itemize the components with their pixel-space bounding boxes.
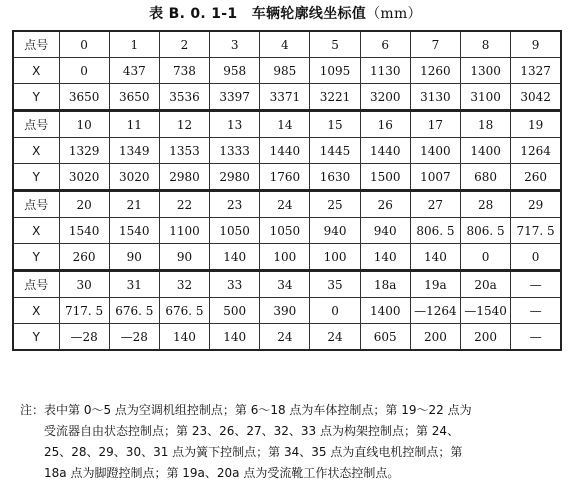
x-value-cell: 1050 xyxy=(210,218,260,244)
x-value-cell: 1353 xyxy=(159,138,209,164)
y-value-cell: —28 xyxy=(59,324,109,351)
point-number-row xyxy=(13,271,561,298)
y-value-cell: 3397 xyxy=(210,84,260,111)
y-coordinate-row xyxy=(13,164,561,191)
x-value-cell: 1400 xyxy=(461,138,511,164)
x-value-cell: 1445 xyxy=(310,138,360,164)
x-value-cell: 806. 5 xyxy=(461,218,511,244)
row-header: Y xyxy=(13,84,59,111)
table-title xyxy=(0,3,571,23)
point-number-cell: 20a xyxy=(461,271,511,298)
y-value-cell: 2980 xyxy=(210,164,260,191)
x-value-cell: 676. 5 xyxy=(109,298,159,324)
x-value-cell: 1130 xyxy=(360,58,410,84)
y-value-cell: 0 xyxy=(511,244,561,271)
point-number-cell: — xyxy=(511,271,561,298)
y-value-cell: 100 xyxy=(310,244,360,271)
y-value-cell: 140 xyxy=(210,324,260,351)
point-number-cell: 13 xyxy=(210,111,260,138)
y-coordinate-row xyxy=(13,84,561,111)
y-value-cell: 140 xyxy=(410,244,460,271)
x-value-cell: 500 xyxy=(210,298,260,324)
x-value-cell: — xyxy=(511,298,561,324)
y-value-cell: 3650 xyxy=(109,84,159,111)
x-value-cell: 1400 xyxy=(360,298,410,324)
point-number-cell: 32 xyxy=(159,271,209,298)
row-header: Y xyxy=(13,244,59,271)
y-value-cell: 1500 xyxy=(360,164,410,191)
point-number-cell: 3 xyxy=(210,31,260,58)
note-line: 18a 点为脚蹬控制点；第 19a、20a 点为受流靴工作状态控制点。 xyxy=(20,466,400,480)
y-value-cell: 200 xyxy=(410,324,460,351)
x-value-cell: 717. 5 xyxy=(511,218,561,244)
point-number-cell: 2 xyxy=(159,31,209,58)
point-number-cell: 5 xyxy=(310,31,360,58)
x-value-cell: 1400 xyxy=(410,138,460,164)
y-value-cell: 2980 xyxy=(159,164,209,191)
x-value-cell: 958 xyxy=(210,58,260,84)
point-number-row xyxy=(13,31,561,58)
point-number-cell: 17 xyxy=(410,111,460,138)
y-value-cell: 605 xyxy=(360,324,410,351)
point-number-cell: 4 xyxy=(260,31,310,58)
point-number-cell: 19 xyxy=(511,111,561,138)
table-note xyxy=(20,400,565,484)
x-value-cell: 1333 xyxy=(210,138,260,164)
point-number-cell: 15 xyxy=(310,111,360,138)
x-value-cell: 738 xyxy=(159,58,209,84)
x-value-cell: 1327 xyxy=(511,58,561,84)
y-value-cell: 140 xyxy=(360,244,410,271)
y-value-cell: 260 xyxy=(511,164,561,191)
y-value-cell: 3371 xyxy=(260,84,310,111)
row-header: 点号 xyxy=(13,271,59,298)
point-number-cell: 18a xyxy=(360,271,410,298)
x-value-cell: 940 xyxy=(360,218,410,244)
x-value-cell: 985 xyxy=(260,58,310,84)
point-number-cell: 21 xyxy=(109,191,159,218)
y-value-cell: 24 xyxy=(260,324,310,351)
x-value-cell: —1264 xyxy=(410,298,460,324)
x-value-cell: 1540 xyxy=(109,218,159,244)
y-value-cell: 3221 xyxy=(310,84,360,111)
row-header: 点号 xyxy=(13,191,59,218)
point-number-cell: 9 xyxy=(511,31,561,58)
point-number-cell: 14 xyxy=(260,111,310,138)
y-value-cell: 260 xyxy=(59,244,109,271)
y-value-cell: 90 xyxy=(159,244,209,271)
x-value-cell: 1540 xyxy=(59,218,109,244)
y-value-cell: 3130 xyxy=(410,84,460,111)
x-value-cell: 1300 xyxy=(461,58,511,84)
point-number-cell: 31 xyxy=(109,271,159,298)
x-coordinate-row xyxy=(13,218,561,244)
point-number-cell: 20 xyxy=(59,191,109,218)
y-coordinate-row xyxy=(13,324,561,351)
point-number-cell: 1 xyxy=(109,31,159,58)
point-number-cell: 35 xyxy=(310,271,360,298)
x-coordinate-row xyxy=(13,58,561,84)
note-line: 注：表中第 0～5 点为空调机组控制点；第 6～18 点为车体控制点；第 19～22 点为 xyxy=(20,403,472,417)
table-title-text: 表 B. 0. 1-1 车辆轮廓线坐标值 xyxy=(149,6,367,22)
y-value-cell: 3100 xyxy=(461,84,511,111)
point-number-cell: 34 xyxy=(260,271,310,298)
point-number-cell: 27 xyxy=(410,191,460,218)
x-coordinate-row xyxy=(13,298,561,324)
x-value-cell: 806. 5 xyxy=(410,218,460,244)
row-header: 点号 xyxy=(13,31,59,58)
x-value-cell: 1440 xyxy=(360,138,410,164)
point-number-cell: 11 xyxy=(109,111,159,138)
point-number-cell: 16 xyxy=(360,111,410,138)
point-number-cell: 10 xyxy=(59,111,109,138)
x-value-cell: 1050 xyxy=(260,218,310,244)
y-value-cell: 140 xyxy=(210,244,260,271)
point-number-cell: 26 xyxy=(360,191,410,218)
point-number-cell: 23 xyxy=(210,191,260,218)
y-value-cell: 24 xyxy=(310,324,360,351)
x-value-cell: 0 xyxy=(59,58,109,84)
note-line: 受流器自由状态控制点；第 23、26、27、32、33 点为构架控制点；第 24、 xyxy=(20,424,460,438)
y-value-cell: 3650 xyxy=(59,84,109,111)
note-line: 25、28、29、30、31 点为簧下控制点；第 34、35 点为直线电机控制点；第 xyxy=(20,445,463,459)
row-header: Y xyxy=(13,164,59,191)
y-value-cell: 0 xyxy=(461,244,511,271)
y-value-cell: 680 xyxy=(461,164,511,191)
point-number-cell: 29 xyxy=(511,191,561,218)
x-value-cell: 676. 5 xyxy=(159,298,209,324)
row-header: Y xyxy=(13,324,59,351)
x-value-cell: 1264 xyxy=(511,138,561,164)
x-value-cell: 940 xyxy=(310,218,360,244)
point-number-cell: 12 xyxy=(159,111,209,138)
y-value-cell: 3536 xyxy=(159,84,209,111)
x-coordinate-row xyxy=(13,138,561,164)
x-value-cell: 1260 xyxy=(410,58,460,84)
y-value-cell: 1630 xyxy=(310,164,360,191)
coordinate-table-body xyxy=(13,31,561,350)
point-number-cell: 24 xyxy=(260,191,310,218)
point-number-cell: 0 xyxy=(59,31,109,58)
y-value-cell: 90 xyxy=(109,244,159,271)
x-value-cell: 390 xyxy=(260,298,310,324)
row-header: X xyxy=(13,218,59,244)
y-value-cell: 100 xyxy=(260,244,310,271)
table-title-unit: （mm） xyxy=(366,6,422,22)
point-number-row xyxy=(13,191,561,218)
x-value-cell: —1540 xyxy=(461,298,511,324)
row-header: 点号 xyxy=(13,111,59,138)
x-value-cell: 1349 xyxy=(109,138,159,164)
x-value-cell: 1329 xyxy=(59,138,109,164)
x-value-cell: 1100 xyxy=(159,218,209,244)
row-header: X xyxy=(13,298,59,324)
x-value-cell: 0 xyxy=(310,298,360,324)
y-value-cell: 1760 xyxy=(260,164,310,191)
point-number-cell: 19a xyxy=(410,271,460,298)
row-header: X xyxy=(13,58,59,84)
y-value-cell: 140 xyxy=(159,324,209,351)
y-value-cell: — xyxy=(511,324,561,351)
y-value-cell: 3020 xyxy=(109,164,159,191)
point-number-cell: 8 xyxy=(461,31,511,58)
y-value-cell: 200 xyxy=(461,324,511,351)
y-value-cell: —28 xyxy=(109,324,159,351)
point-number-cell: 22 xyxy=(159,191,209,218)
x-value-cell: 717. 5 xyxy=(59,298,109,324)
y-value-cell: 3200 xyxy=(360,84,410,111)
point-number-cell: 28 xyxy=(461,191,511,218)
point-number-cell: 30 xyxy=(59,271,109,298)
point-number-cell: 7 xyxy=(410,31,460,58)
point-number-cell: 25 xyxy=(310,191,360,218)
point-number-cell: 18 xyxy=(461,111,511,138)
point-number-cell: 33 xyxy=(210,271,260,298)
y-value-cell: 3042 xyxy=(511,84,561,111)
y-value-cell: 1007 xyxy=(410,164,460,191)
point-number-cell: 6 xyxy=(360,31,410,58)
y-coordinate-row xyxy=(13,244,561,271)
x-value-cell: 1440 xyxy=(260,138,310,164)
point-number-row xyxy=(13,111,561,138)
x-value-cell: 437 xyxy=(109,58,159,84)
y-value-cell: 3020 xyxy=(59,164,109,191)
x-value-cell: 1095 xyxy=(310,58,360,84)
row-header: X xyxy=(13,138,59,164)
coordinate-table xyxy=(12,30,562,351)
